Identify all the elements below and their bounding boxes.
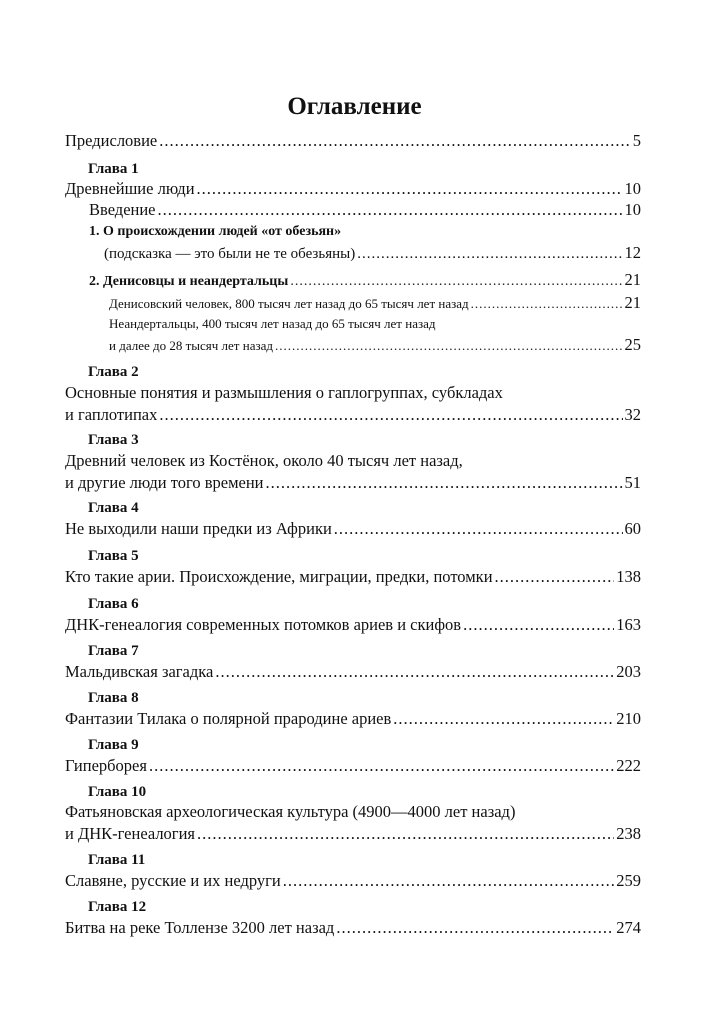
dot-leader (159, 405, 622, 425)
toc-entry-section-1-line1[interactable]: 1. О происхождении людей «от обезьян» (89, 224, 342, 239)
entry-title: Битва на реке Толлензе 3200 лет назад (65, 918, 335, 937)
toc-entry-chapter-2[interactable] (65, 405, 641, 425)
entry-page: 10 (624, 200, 641, 219)
chapter-label: Глава 9 (88, 737, 139, 753)
dot-leader (336, 918, 614, 938)
entry-title: ДНК-генеалогия современных потомков ариев и скифов (65, 615, 462, 634)
page-title: Оглавление (287, 93, 422, 120)
toc-entry-chapter-10[interactable] (65, 824, 641, 844)
toc-entry-preface[interactable] (65, 131, 641, 151)
chapter-label: Глава 11 (88, 852, 146, 868)
entry-title: и далее до 28 тысяч лет назад (109, 338, 273, 353)
toc-entry-section-1[interactable] (104, 243, 641, 263)
entry-page: 259 (616, 871, 641, 890)
chapter-label: Глава 10 (88, 784, 147, 800)
entry-page: 21 (624, 270, 641, 289)
entry-title: Денисовский человек, 800 тысяч лет назад до 65 тысяч лет назад (109, 296, 469, 311)
entry-title: Не выходили наши предки из Африки (65, 519, 332, 538)
toc-entry-neanderthal[interactable] (109, 335, 641, 355)
entry-page: 274 (616, 918, 641, 937)
entry-page: 210 (616, 709, 641, 728)
chapter-label: Глава 2 (88, 364, 139, 380)
toc-entry-chapter-5[interactable] (65, 567, 641, 587)
entry-title: Фантазии Тилака о полярной прародине ариев (65, 709, 392, 728)
entry-page: 10 (624, 179, 641, 198)
toc-entry-chapter-10-line1[interactable]: Фатьяновская археологическая культура (4900—4000 лет назад) (65, 802, 516, 821)
entry-title: Славяне, русские и их недруги (65, 871, 281, 890)
entry-title: Мальдивская загадка (65, 662, 214, 681)
toc-entry-section-2[interactable] (89, 270, 641, 290)
dot-leader (495, 567, 615, 587)
entry-page: 21 (624, 293, 641, 312)
toc-entry-chapter-8[interactable] (65, 709, 641, 729)
chapter-label: Глава 1 (88, 161, 139, 177)
dot-leader (266, 473, 623, 493)
entry-page: 51 (624, 473, 641, 492)
toc-entry-chapter-12[interactable] (65, 918, 641, 938)
dot-leader (158, 200, 623, 220)
chapter-label: Глава 5 (88, 548, 139, 564)
entry-page: 32 (624, 405, 641, 424)
chapter-label: Глава 4 (88, 500, 139, 516)
toc-entry-chapter-6[interactable] (65, 615, 641, 635)
chapter-label: Глава 8 (88, 690, 139, 706)
entry-title: Введение (89, 200, 156, 219)
toc-entry-chapter-7[interactable] (65, 662, 641, 682)
chapter-label: Глава 6 (88, 596, 139, 612)
entry-title: Предисловие (65, 131, 158, 150)
entry-title: Гиперборея (65, 756, 147, 775)
entry-title: Древнейшие люди (65, 179, 195, 198)
chapter-label: Глава 3 (88, 432, 139, 448)
dot-leader (197, 179, 623, 199)
toc-entry-denisovan[interactable] (109, 293, 641, 313)
entry-title: и другие люди того времени (65, 473, 264, 492)
dot-leader (197, 824, 614, 844)
dot-leader (471, 296, 623, 312)
dot-leader (275, 338, 623, 354)
dot-leader (283, 871, 615, 891)
toc-entry-chapter-2-line1[interactable]: Основные понятия и размышления о гаплогруппах, субкладах (65, 383, 503, 402)
dot-leader (393, 709, 614, 729)
dot-leader (463, 615, 614, 635)
dot-leader (159, 131, 631, 151)
entry-page: 238 (616, 824, 641, 843)
dot-leader (334, 519, 623, 539)
entry-page: 203 (616, 662, 641, 681)
entry-page: 60 (624, 519, 641, 538)
toc-entry-chapter-9[interactable] (65, 756, 641, 776)
dot-leader (149, 756, 614, 776)
entry-page: 12 (624, 243, 641, 262)
entry-title: и гаплотипах (65, 405, 158, 424)
entry-title: Кто такие арии. Происхождение, миграции, предки, потомки (65, 567, 493, 586)
dot-leader (215, 662, 614, 682)
toc-entry-neanderthal-line1[interactable]: Неандертальцы, 400 тысяч лет назад до 65 тысяч лет назад (109, 316, 436, 331)
toc-entry-chapter-11[interactable] (65, 871, 641, 891)
toc-entry-chapter-4[interactable] (65, 519, 641, 539)
toc-entry-chapter-3-line1[interactable]: Древний человек из Костёнок, около 40 тысяч лет назад, (65, 451, 463, 470)
entry-title: и ДНК-генеалогия (65, 824, 195, 843)
dot-leader (290, 274, 622, 290)
entry-title: 2. Денисовцы и неандертальцы (89, 274, 289, 289)
entry-page: 25 (624, 335, 641, 354)
toc-entry-introduction[interactable] (89, 200, 641, 220)
chapter-label: Глава 12 (88, 899, 147, 915)
entry-title: (подсказка — это были не те обезьяны) (104, 246, 356, 262)
entry-page: 138 (616, 567, 641, 586)
toc-entry-chapter-3[interactable] (65, 473, 641, 493)
entry-page: 222 (616, 756, 641, 775)
dot-leader (357, 246, 622, 263)
chapter-label: Глава 7 (88, 643, 139, 659)
entry-page: 163 (616, 615, 641, 634)
entry-page: 5 (632, 131, 641, 150)
toc-entry-chapter-1[interactable] (65, 179, 641, 199)
